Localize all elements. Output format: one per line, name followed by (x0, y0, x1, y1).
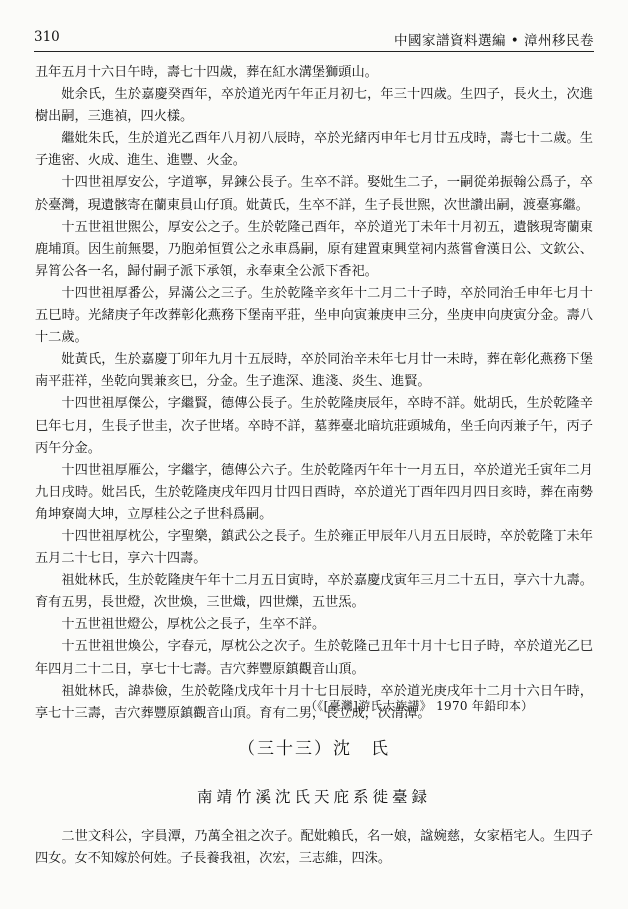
page-number: 310 (34, 29, 60, 45)
main-text (35, 62, 593, 725)
paragraph: 十五世祖世煥公，字春元，厚枕公之次子。生於乾隆己丑年十月十七日子時，卒於道光乙巳年四月二十二日，享七十七壽。吉穴葬豐原鎮觀音山頂。 (35, 639, 593, 677)
paragraph: 十五世祖世煕公，厚安公之子。生於乾隆己酉年，卒於道光丁未年十月初五，遺骸現寄蘭東鹿埔頂。因生前無嬰，乃胞弟恒質公之永車爲嗣，原有建置東興堂祠内蒸嘗會漢日公、文欽公、昇筲公各一名，歸付嗣子派下承領，永奉東全公派下香祀。 (35, 219, 593, 279)
paragraph: 十四世祖厚傑公，字繼賢，德傳公長子。生於乾隆庚辰年，卒時不詳。妣胡氏，生於乾隆辛巳年七月，生長子世圭，次子世堵。卒時不詳，墓葬臺北暗坑莊頭城角，坐壬向丙兼子午，丙子丙午分金。 (35, 396, 593, 456)
paragraph: 丑年五月十六日午時，壽七十四歲，葬在紅水溝堡獅頭山。 (35, 65, 378, 80)
paragraph: 祖妣林氏，生於乾隆庚午年十二月五日寅時，卒於嘉慶戊寅年三月二十五日，享六十九壽。育有五男，長世燈，次世煥，三世熾，四世爍，五世炁。 (35, 573, 593, 611)
section-text (35, 826, 593, 870)
chapter-title: （三十三）沈 氏 (238, 739, 390, 759)
section-subtitle: 南靖竹溪沈氏天庇系徙臺録 (196, 788, 431, 806)
paragraph: 繼妣朱氏，生於道光乙酉年八月初八辰時，卒於光緒丙申年七月廿五戌時，壽七十二歲。生子進密、火成、進生、進豐、火金。 (35, 131, 593, 169)
paragraph: 妣黃氏，生於嘉慶丁卯年九月十五辰時，卒於同治辛未年七月廿一未時，葬在彰化燕務下堡南平莊祥，坐乾向巽兼亥巳，分金。生子進深、進淺、炎生、進賢。 (35, 352, 593, 390)
paragraph: 十四世祖厚雁公，字繼字，德傳公六子。生於乾隆丙午年十一月五日，卒於道光壬寅年二月九日戌時。妣呂氏，生於乾隆庚戌年四月廿四日酉時，卒於道光丁酉年四月四日亥時，葬在南勢角坤寮崗大坤，立厚桂公之子世科爲嗣。 (35, 462, 593, 522)
paragraph: 十五世祖世燈公，厚枕公之長子，生卒不詳。 (61, 617, 326, 633)
paragraph: 二世文科公，字員潭，乃萬全祖之次子。配妣賴氏，名一娘，諡婉慈，女家梧宅人。生四子四女。女不知嫁於何姓。子長養我祖，次宏，三志維，四洙。 (35, 829, 593, 867)
paragraph: 十四世祖厚安公，字道寧，昇鍊公長子。生卒不詳。娶妣生二子，一嗣從弟振翰公爲子，卒於臺灣，現遺骸寄在蘭東員山仔頂。妣黃氏，生卒不詳，生子長世煕，次世讚出嗣，渡臺寡繼。 (35, 175, 593, 213)
running-head: 中國家譜資料選編 • 漳州移民卷 (393, 33, 594, 49)
paragraph: 十四世祖厚枕公，字聖樂，鎮武公之長子。生於雍正甲辰年八月五日辰時，卒於乾隆丁未年五月二十七日，享六十四壽。 (35, 528, 593, 567)
paragraph: 祖妣林氏，諱恭儉，生於乾隆戊戌年十月十七日辰時，卒於道光庚戌年十二月十六日午時，享七十三壽，吉穴葬豐原鎮觀音山頂。育有二男，長立成，次清潭。 (35, 683, 593, 721)
header-rule (34, 51, 594, 52)
page-header (34, 27, 594, 49)
paragraph: 十四世祖厚番公，昇滿公之三子。生於乾隆辛亥年十二月二十子時，卒於同治壬申年七月十五巳時。光緒庚子年改葬彰化燕務下堡南平莊，坐申向寅兼庚申三分，坐庚申向庚寅分金。壽八十二歲。 (35, 285, 593, 346)
paragraph: 妣余氏，生於嘉慶癸酉年，卒於道光丙午年正月初七，年三十四歲。生四子，長火土，次進樹出嗣，三進禎，四火樣。 (35, 87, 593, 125)
source-note: （《[臺灣]游氏大族譜》 1970 年鉛印本） (305, 699, 534, 713)
